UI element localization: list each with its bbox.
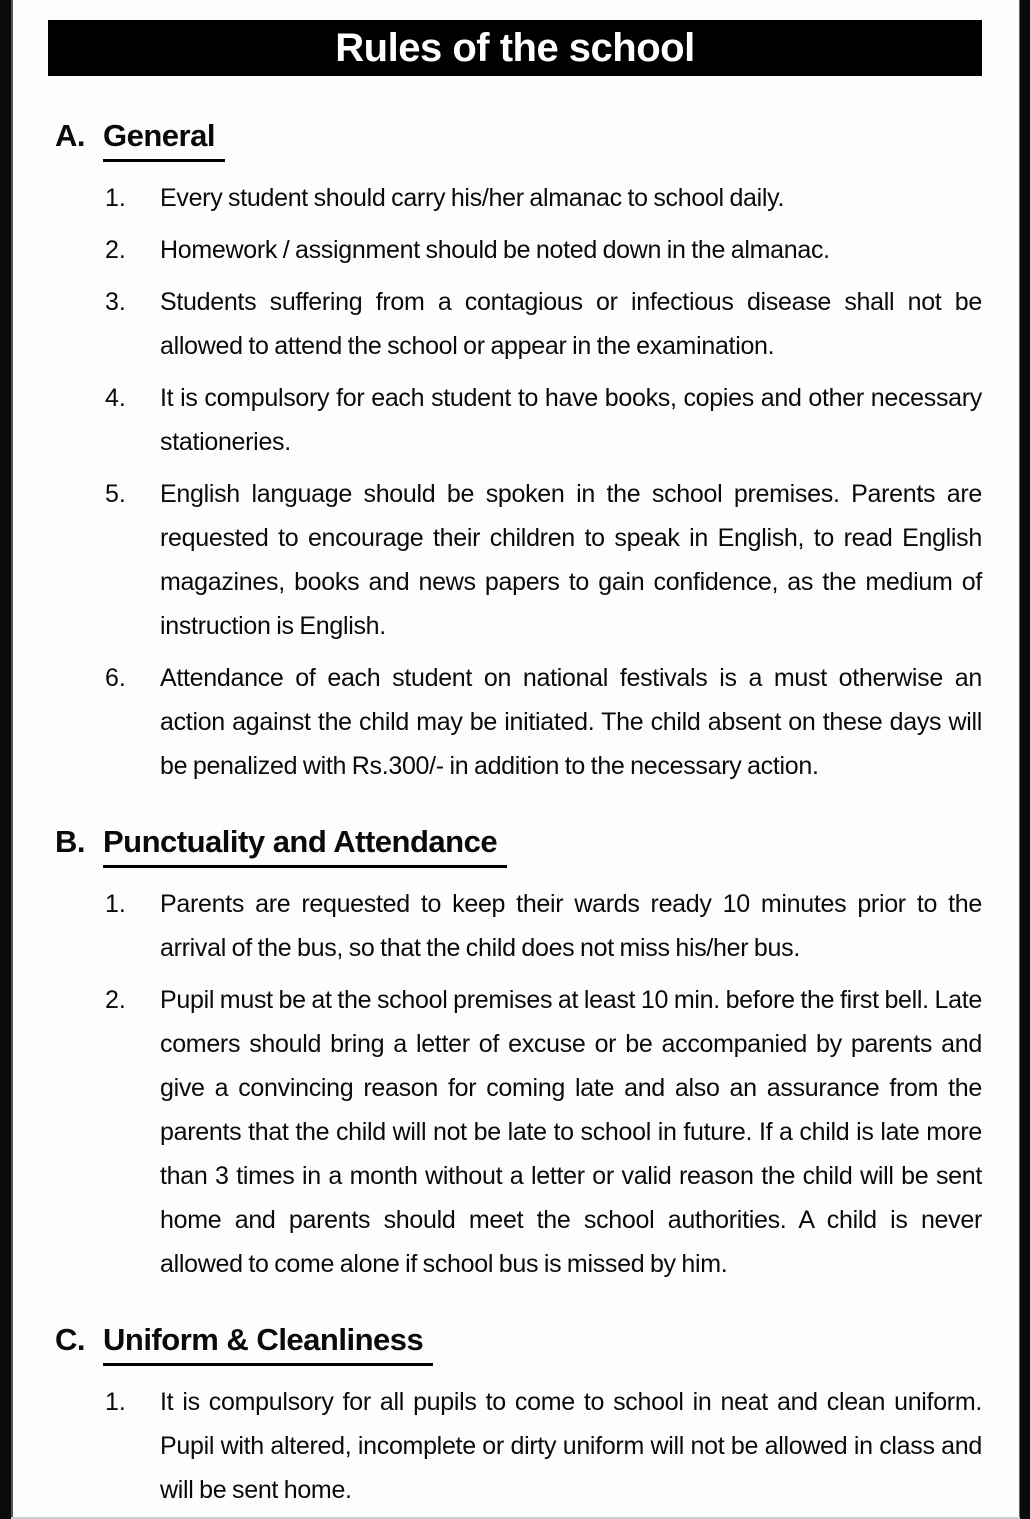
rule-item (55, 280, 982, 368)
section-general (55, 116, 982, 788)
rule-item-number: 4. (105, 384, 126, 412)
right-page-border (1019, 0, 1030, 1519)
section-letter: A. (55, 118, 85, 153)
rule-item-number: 6. (105, 664, 126, 692)
section-heading (55, 822, 982, 868)
rule-item-text: Pupil must be at the school premises at least 10 min. before the first bell. Late comers should bring a letter of excuse or be accompanied by parents and give a convincing reason for coming late and also an assurance from the parents that the child will not be late to school in future. If a child is late more than 3 times in a month without a letter or valid reason the child will be sent home and parents should meet the school authorities. A child is never allowed to come alone if school bus is missed by him. (160, 986, 982, 1278)
rule-item-text: It is compulsory for all pupils to come to school in neat and clean uniform. Pupil with altered, incomplete or dirty uniform will not be allowed in class and will be sent home. (160, 1388, 982, 1504)
section-title: General (103, 116, 225, 162)
rule-item (55, 472, 982, 648)
document-body (55, 96, 982, 1519)
rule-item (55, 228, 982, 272)
rule-item-text: It is compulsory for each student to have books, copies and other necessary stationeries. (160, 384, 982, 456)
section-letter: C. (55, 1322, 85, 1357)
rule-item (55, 656, 982, 788)
rule-item-text: English language should be spoken in the school premises. Parents are requested to encourage their children to speak in English, to read English magazines, books and news papers to gain confidence, as the medium of instruction is English. (160, 480, 982, 640)
rule-item-number: 5. (105, 480, 126, 508)
rule-item-text: Students suffering from a contagious or infectious disease shall not be allowed to attend the school or appear in the examination. (160, 288, 982, 360)
title-bar (48, 20, 982, 76)
rule-item (55, 376, 982, 464)
rule-item-text: Every student should carry his/her almanac to school daily. (160, 184, 785, 212)
section-letter: B. (55, 824, 85, 859)
section-items (55, 1380, 982, 1512)
section-uniform-cleanliness (55, 1320, 982, 1512)
section-heading (55, 116, 982, 162)
rule-item-number: 2. (105, 986, 126, 1014)
section-punctuality-and-attendance (55, 822, 982, 1286)
rule-item-text: Attendance of each student on national festivals is a must otherwise an action against the child may be initiated. The child absent on these days will be penalized with Rs.300/- in addition to the necessary action. (160, 664, 982, 780)
rule-item-number: 1. (105, 890, 126, 918)
left-page-border (0, 0, 13, 1519)
rule-item (55, 1380, 982, 1512)
rule-item-number: 3. (105, 288, 126, 316)
rule-item (55, 882, 982, 970)
rule-item (55, 176, 982, 220)
rule-item-text: Parents are requested to keep their wards ready 10 minutes prior to the arrival of the bus, so that the child does not miss his/her bus. (160, 890, 982, 962)
rule-item (55, 978, 982, 1286)
section-title: Uniform & Cleanliness (103, 1320, 433, 1366)
rule-item-number: 2. (105, 236, 126, 264)
page-title: Rules of the school (335, 25, 695, 70)
rule-item-number: 1. (105, 184, 126, 212)
section-items (55, 176, 982, 788)
section-heading (55, 1320, 982, 1366)
section-items (55, 882, 982, 1286)
section-title: Punctuality and Attendance (103, 822, 507, 868)
rule-item-text: Homework / assignment should be noted down in the almanac. (160, 236, 830, 264)
rule-item-number: 1. (105, 1388, 126, 1416)
